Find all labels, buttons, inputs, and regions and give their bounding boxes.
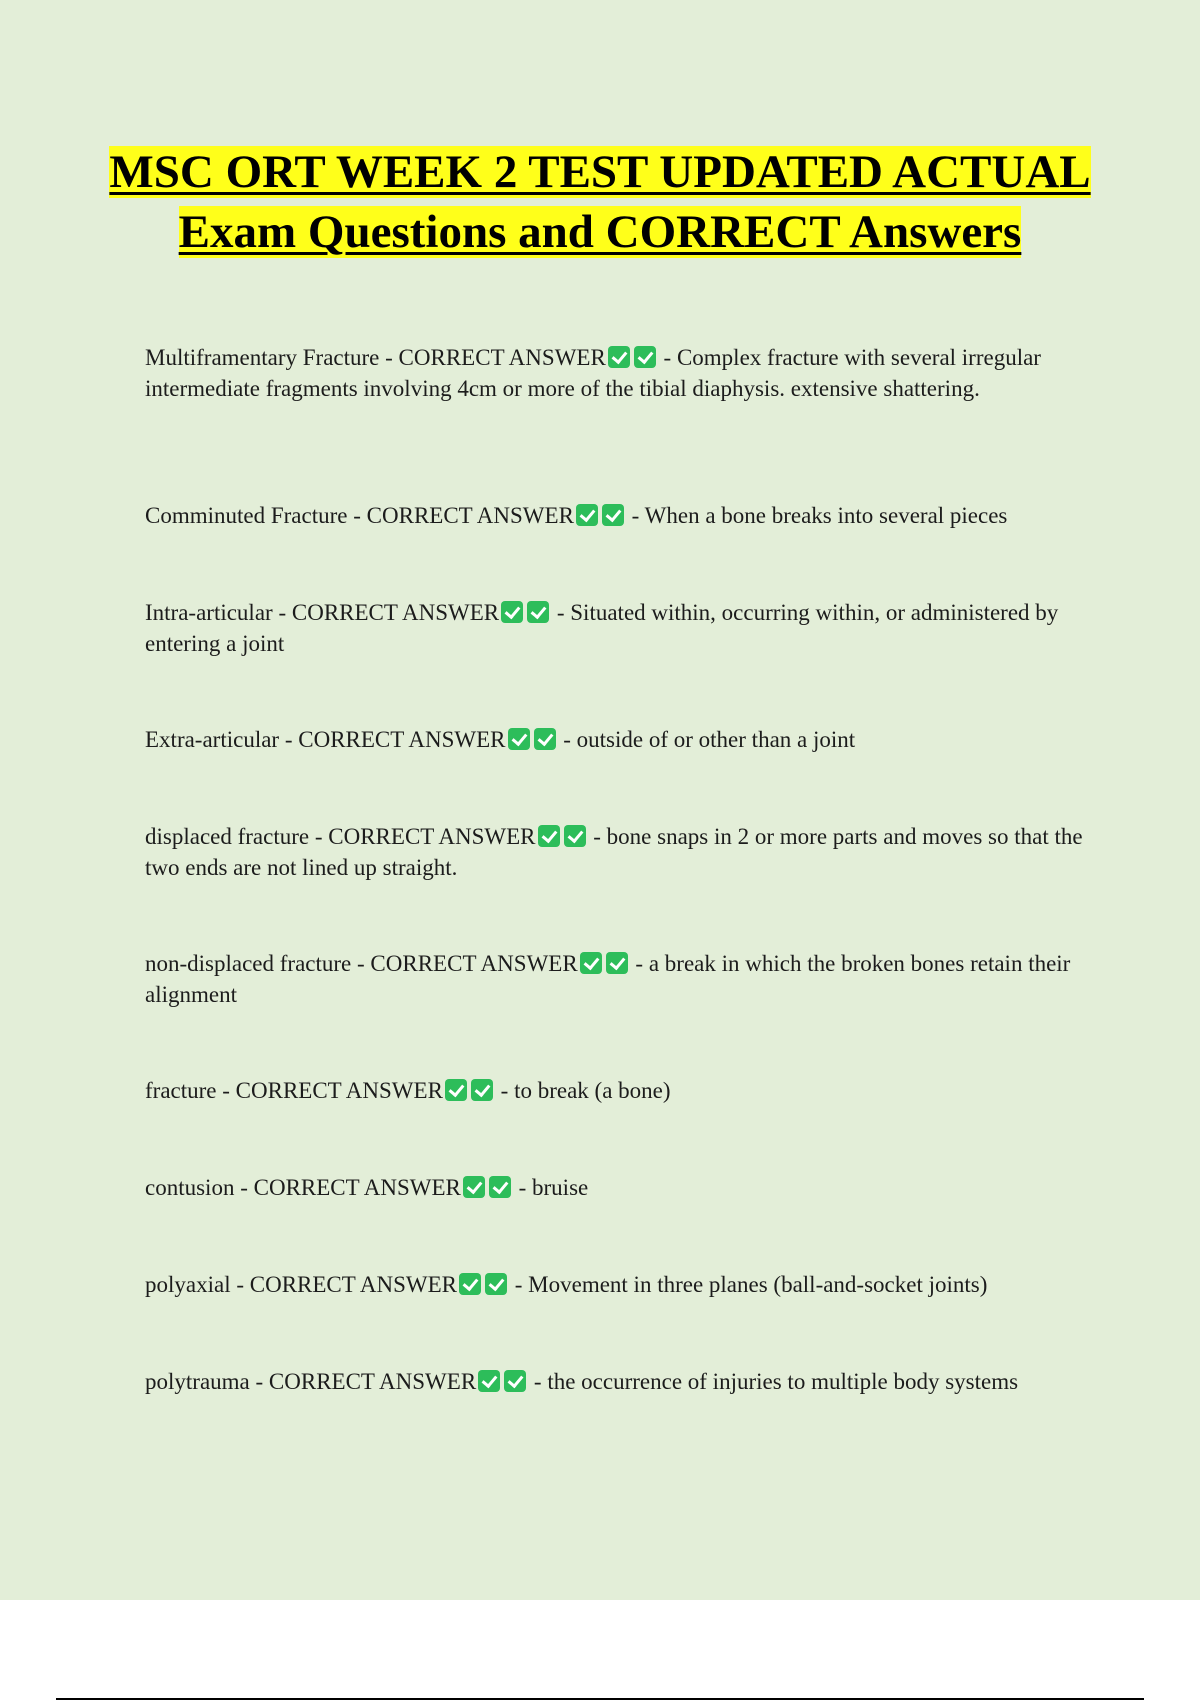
term: polytrauma — [145, 1369, 250, 1394]
check-icon — [576, 504, 598, 526]
answer-marker: - CORRECT ANSWER — [278, 600, 500, 625]
check-icon — [538, 825, 560, 847]
definition: - a break in which the broken bones retain their alignment — [145, 951, 1071, 1007]
answer-marker: - CORRECT ANSWER — [357, 951, 578, 976]
check-icon — [606, 952, 628, 974]
answer-marker: - CORRECT ANSWER — [222, 1078, 443, 1103]
check-icon — [602, 504, 624, 526]
check-icon — [463, 1176, 485, 1198]
term: contusion — [145, 1175, 235, 1200]
term: Multiframentary Fracture — [145, 345, 380, 370]
title-text: MSC ORT WEEK 2 TEST UPDATED ACTUAL Exam Questions and CORRECT Answers — [109, 146, 1091, 258]
qa-item — [145, 500, 1090, 531]
check-icon — [527, 601, 549, 623]
check-icon — [501, 601, 523, 623]
check-icon — [459, 1273, 481, 1295]
qa-item — [145, 597, 1090, 659]
answer-marker: - CORRECT ANSWER — [353, 503, 574, 528]
check-icon — [504, 1370, 526, 1392]
check-icon — [471, 1079, 493, 1101]
check-icon — [608, 346, 630, 368]
check-icon — [564, 825, 586, 847]
term: fracture — [145, 1078, 217, 1103]
check-icon — [445, 1079, 467, 1101]
definition: - the occurrence of injuries to multiple body systems — [533, 1369, 1019, 1394]
answer-marker: - CORRECT ANSWER — [385, 345, 606, 370]
check-icon — [489, 1176, 511, 1198]
check-icon — [580, 952, 602, 974]
definition: - bone snaps in 2 or more parts and moves so that the two ends are not lined up straight. — [145, 824, 1083, 880]
term: non-displaced fracture — [145, 951, 352, 976]
term: Comminuted Fracture — [145, 503, 348, 528]
qa-item — [145, 1269, 1090, 1300]
check-icon — [534, 728, 556, 750]
term: Intra-articular — [145, 600, 273, 625]
definition: - to break (a bone) — [500, 1078, 671, 1103]
definition: - outside of or other than a joint — [563, 727, 856, 752]
qa-item — [145, 821, 1090, 883]
qa-item — [145, 724, 1090, 755]
term: displaced fracture — [145, 824, 310, 849]
definition: - When a bone breaks into several pieces — [631, 503, 1008, 528]
answer-marker: - CORRECT ANSWER — [284, 727, 506, 752]
qa-item — [145, 1366, 1090, 1397]
check-icon — [508, 728, 530, 750]
check-icon — [634, 346, 656, 368]
answer-marker: - CORRECT ANSWER — [236, 1272, 457, 1297]
check-icon — [478, 1370, 500, 1392]
answer-marker: - CORRECT ANSWER — [314, 824, 536, 849]
answer-marker: - CORRECT ANSWER — [240, 1175, 461, 1200]
definition: - Situated within, occurring within, or administered by entering a joint — [145, 600, 1059, 656]
qa-item — [145, 342, 1090, 404]
qa-item — [145, 948, 1090, 1010]
qa-item — [145, 1075, 1090, 1106]
answer-marker: - CORRECT ANSWER — [255, 1369, 477, 1394]
definition: - bruise — [518, 1175, 589, 1200]
definition: - Movement in three planes (ball-and-socket joints) — [514, 1272, 988, 1297]
term: polyaxial — [145, 1272, 231, 1297]
term: Extra-articular — [145, 727, 280, 752]
document-title — [100, 142, 1100, 262]
check-icon — [485, 1273, 507, 1295]
qa-item — [145, 1172, 1090, 1203]
definition: - Complex fracture with several irregular intermediate fragments involving 4cm or more of the tibial diaphysis. extensive shattering. — [145, 345, 1041, 401]
